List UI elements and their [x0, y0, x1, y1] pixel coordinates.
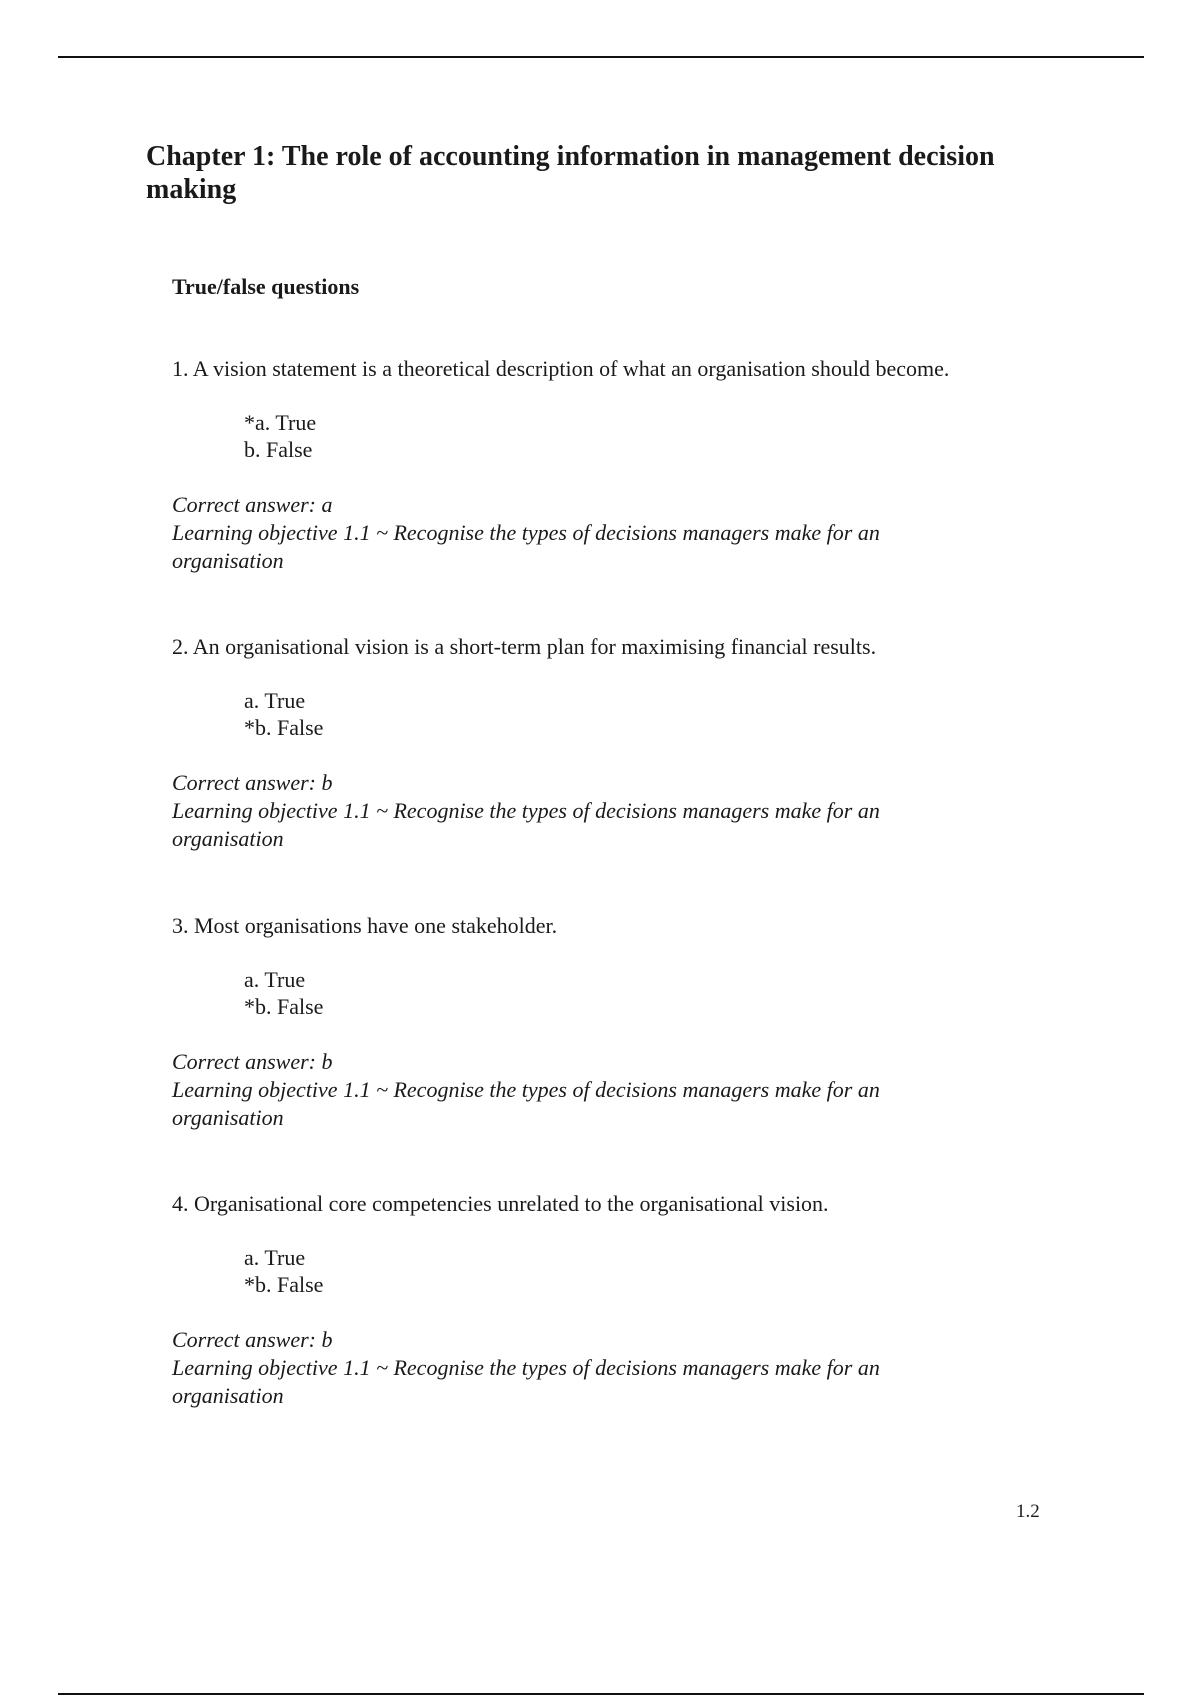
option-b: *b. False [244, 715, 324, 740]
question-text: 3. Most organisations have one stakeholder. [172, 913, 558, 938]
top-rule [58, 56, 1144, 58]
question-3 [172, 912, 1072, 1130]
learning-objective: Learning objective 1.1 ~ Recognise the types of decisions managers make for an organisation [172, 1355, 880, 1408]
learning-objective: Learning objective 1.1 ~ Recognise the types of decisions managers make for an organisation [172, 1077, 880, 1130]
question-text: 2. An organisational vision is a short-term plan for maximising financial results. [172, 634, 877, 659]
question-text: 1. A vision statement is a theoretical description of what an organisation should become. [172, 356, 950, 381]
question-1 [172, 355, 1072, 573]
bottom-rule [58, 1693, 1144, 1695]
question-4 [172, 1190, 1072, 1408]
option-a: *a. True [244, 410, 317, 435]
learning-objective: Learning objective 1.1 ~ Recognise the types of decisions managers make for an organisation [172, 520, 880, 573]
option-a: a. True [244, 967, 306, 992]
answer-options [244, 966, 323, 1020]
learning-objective: Learning objective 1.1 ~ Recognise the types of decisions managers make for an organisation [172, 798, 880, 851]
answer-options [244, 687, 323, 741]
answer-options [244, 1244, 323, 1298]
option-a: a. True [244, 688, 306, 713]
option-b: *b. False [244, 1272, 324, 1297]
answer-options [244, 409, 316, 463]
page-number: 1.2 [1016, 1501, 1040, 1522]
correct-answer: Correct answer: b [172, 770, 333, 795]
section-title: True/false questions [172, 274, 360, 299]
correct-answer: Correct answer: a [172, 492, 333, 517]
correct-answer: Correct answer: b [172, 1049, 333, 1074]
option-b: b. False [244, 437, 313, 462]
option-a: a. True [244, 1245, 306, 1270]
question-2 [172, 633, 1072, 851]
question-text: 4. Organisational core competencies unrelated to the organisational vision. [172, 1191, 829, 1216]
correct-answer: Correct answer: b [172, 1327, 333, 1352]
option-b: *b. False [244, 994, 324, 1019]
chapter-title: Chapter 1: The role of accounting information in management decision making [146, 141, 995, 205]
